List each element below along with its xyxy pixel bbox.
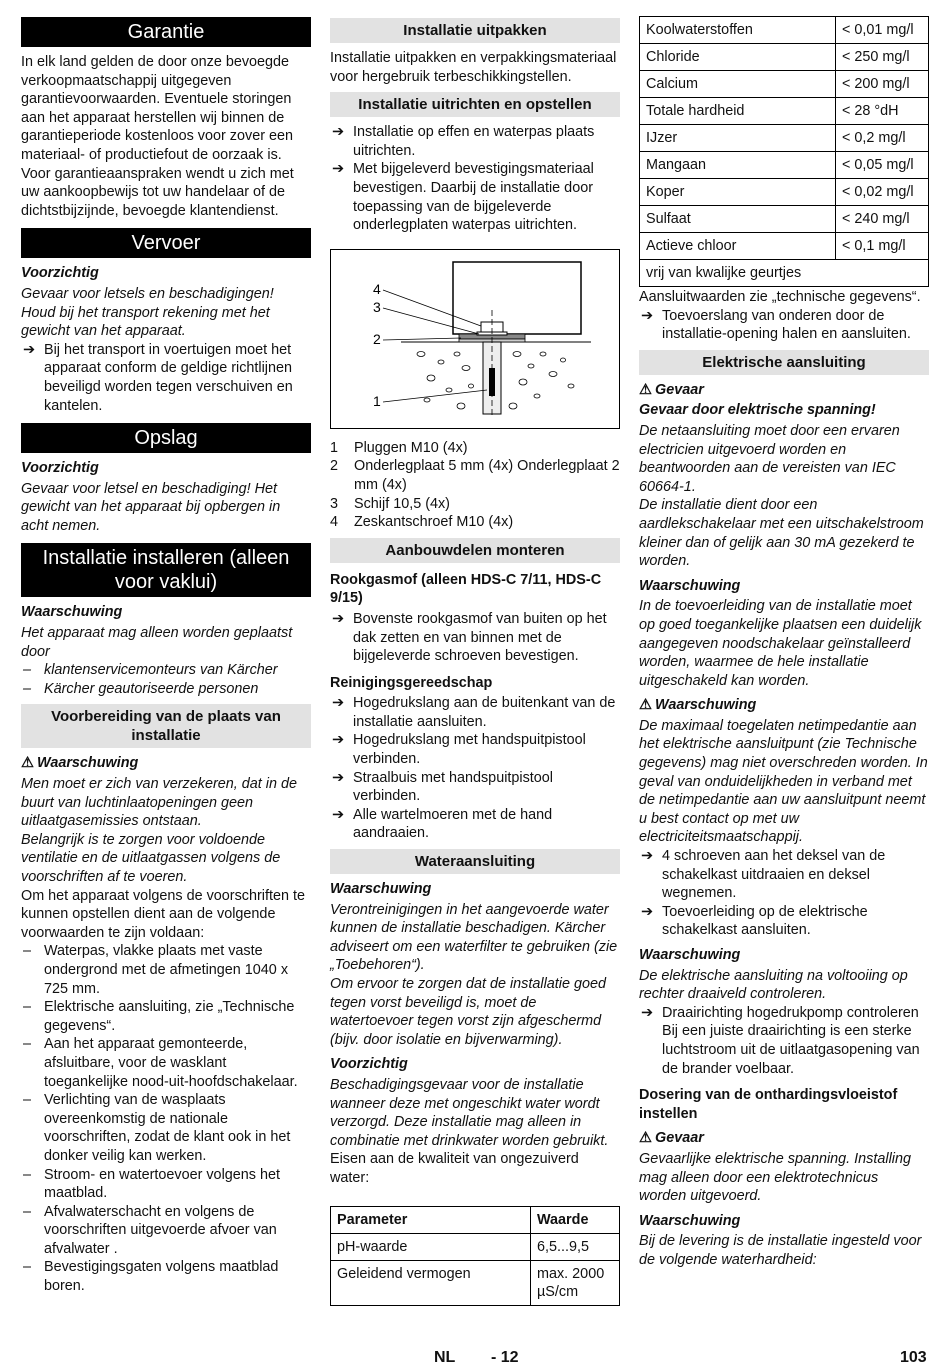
column-1	[21, 17, 311, 1296]
arrow-icon: ➔	[641, 903, 654, 920]
caption-item: 1 Pluggen M10 (4x)	[330, 439, 468, 456]
warn3-label: Waarschuwing	[639, 947, 741, 963]
aansluit-text: Aansluitwaarden zie „technische gegevens“.	[639, 289, 921, 305]
table-cell: Koolwaterstoffen	[640, 17, 836, 44]
warn4-label: Waarschuwing	[639, 1212, 741, 1229]
section-title-elektrisch: Elektrische aansluiting	[639, 350, 929, 375]
water-warning-label: Waarschuwing	[330, 881, 432, 898]
warn2-text: De maximaal toegelaten netimpedantie aan het elektrische aansluitpunt (zie Technische gegevens) mag niet overschreden worden. In geval van onduidelijkheden in verband met de netimpedantie aan uw aansluitpunt neemt u best contact op met uw electriciteitsmaatschappij.	[639, 717, 928, 846]
aansluit-bullet: ➔ Toevoerslang van onderen door de installatie-opening halen en aansluiten.	[641, 307, 911, 343]
table-row	[640, 206, 929, 233]
gevaar-text-1: De netaansluiting moet door een ervaren electricien uitgevoerd worden en beantwoorden aan de vereisten van IEC 60664-1.	[639, 422, 900, 495]
table-cell: Actieve chloor	[640, 233, 836, 260]
table-cell: IJzer	[640, 125, 836, 152]
table-cell: < 0,2 mg/l	[836, 125, 929, 152]
list-item: – Afvalwaterschacht en volgens de voorschriften uitgevoerde afvoer van afvalwater .	[23, 1203, 277, 1257]
column-3	[639, 16, 929, 1270]
elek-bullet: ➔ 4 schroeven aan het deksel van de schakelkast uitdraaien en deksel wegnemen.	[641, 848, 886, 902]
footer-page-local: - 12	[491, 1349, 519, 1366]
arrow-icon: ➔	[332, 161, 345, 178]
dosering-title: Dosering van de onthardingsvloeistof instellen	[639, 1087, 898, 1122]
arrow-icon: ➔	[332, 769, 345, 786]
table-row	[640, 260, 929, 287]
figure-label: 2	[373, 330, 381, 347]
section-title-voorbereiding: Voorbereiding van de plaats van installatie	[21, 704, 311, 748]
water-warning-text-1: Verontreinigingen in het aangevoerde water kunnen de installatie beschadigen. Kärcher adviseert om een waterfilter te gebruiken (zie „Toebehoren“).	[330, 901, 618, 974]
table-cell: < 240 mg/l	[836, 206, 929, 233]
rookgas-title: Rookgasmof (alleen HDS-C 7/11, HDS-C 9/15)	[330, 571, 602, 607]
table-row	[640, 233, 929, 260]
list-item: – klantenservicemonteurs van Kärcher	[23, 662, 278, 679]
prep-warning-text-1: Men moet er zich van verzekeren, dat in de buurt van luchtinlaatopeningen geen uitlaatgasemissies ontstaan.	[21, 776, 297, 830]
gevaar2-text: Gevaarlijke elektrische spanning. Installing mag alleen door een elektrotechnicus worden uitgevoerd.	[639, 1150, 911, 1205]
opstellen-bullet: ➔ Met bijgeleverd bevestigingsmateriaal bevestigen. Daarbij de installatie door toepassing van de bijgeleverde onderlegplaten waterpas uitrichten.	[332, 161, 594, 234]
table-cell: Geleidend vermogen	[331, 1260, 531, 1305]
table-cell: < 0,02 mg/l	[836, 179, 929, 206]
prep-warning-text-2: Belangrijk is te zorgen voor voldoende ventilatie en de uitlaatgassen volgens de voorschriften af te voeren.	[21, 831, 281, 885]
reinig-bullet: ➔ Hogedrukslang aan de buitenkant van de installatie aansluiten.	[332, 695, 616, 730]
reinig-bullet: ➔ Alle wartelmoeren met de hand aandraaien.	[332, 806, 553, 842]
list-item: – Stroom- en watertoevoer volgens het maatblad.	[23, 1166, 280, 1202]
opstellen-bullet: ➔ Installatie op effen en waterpas plaats uitrichten.	[332, 124, 595, 159]
warn3-bullet: ➔ Draairichting hogedrukpomp controleren Bij een juiste draairichting is een sterke luchtstroom uit de uitlaatgasopening van de brander voelbaar.	[641, 1004, 920, 1077]
install-warning-text: Het apparaat mag alleen worden geplaatst door	[21, 625, 293, 660]
gevaar-label: ⚠ Gevaar	[639, 381, 704, 398]
reinig-title: Reinigingsgereedschap	[330, 674, 493, 691]
warning-triangle-icon: ⚠	[639, 1130, 652, 1147]
mounting-diagram	[331, 250, 619, 428]
caption-item: 2 Onderlegplaat 5 mm (4x) Onderlegplaat 2 mm (4x)	[330, 458, 620, 493]
water-quality-table	[330, 1206, 620, 1306]
prep-text: Om het apparaat volgens de voorschriften te kunnen opstellen dient aan de volgende voorwaarden te zijn voldaan:	[21, 887, 305, 941]
gevaar-text-2: De installatie dient door een aardlekschakelaar met een uitschakelstroom kleiner dan of gelijk aan 30 mA gezekerd te worden.	[639, 497, 924, 570]
section-title-garantie: Garantie	[21, 17, 311, 47]
list-item: – Elektrische aansluiting, zie „Technische gegevens“.	[23, 999, 295, 1034]
list-item: – Waterpas, vlakke plaats met vaste ondergrond met de afmetingen 1040 x 725 mm.	[23, 943, 289, 997]
footer-page-number: 103	[900, 1349, 927, 1366]
warning-triangle-icon: ⚠	[639, 697, 652, 714]
list-item: – Verlichting van de wasplaats overeenkomstig de nationale voorschriften, zodat de klant ook in het donker veilig kan werken.	[23, 1092, 291, 1164]
warn2-label: ⚠ Waarschuwing	[639, 697, 757, 714]
list-item: – Kärcher geautoriseerde personen	[23, 680, 259, 697]
warn1-label: Waarschuwing	[639, 577, 741, 594]
table-header-cell: Parameter	[331, 1206, 531, 1233]
elek-bullet: ➔ Toevoerleiding op de elektrische schakelkast aansluiten.	[641, 903, 868, 939]
list-item: – Aan het apparaat gemonteerde, afsluitbare, voor de wasklant toegankelijke nood-uit-hoofdschakelaar.	[23, 1036, 298, 1090]
arrow-icon: ➔	[332, 806, 345, 823]
figure-label: 3	[373, 298, 381, 315]
warn3-text: De elektrische aansluiting na voltooiing op rechter draaiveld controleren.	[639, 967, 908, 1003]
table-row	[640, 179, 929, 206]
water-req-text: Eisen aan de kwaliteit van ongezuiverd water:	[330, 1151, 579, 1186]
section-title-installatie: Installatie installeren (alleen voor vaklui)	[21, 543, 311, 597]
table-cell: max. 2000 µS/cm	[531, 1260, 620, 1305]
garantie-text: In elk land gelden de door onze bevoegde verkoopmaatschappij uitgegeven garantievoorwaarden. Eventuele storingen aan het apparaat herstellen wij binnen de garantieperiode kostenloos voor zover een materiaal- of productiefout de oorzaak is. Voor garantieaanspraken wendt u zich met uw aankoopbewijs tot uw handelaar of de dichtstbijzijnde, bevoegde klantendienst.	[21, 54, 294, 219]
arrow-icon: ➔	[332, 124, 345, 141]
water-caution-label: Voorzichtig	[330, 1056, 408, 1073]
table-cell: Koper	[640, 179, 836, 206]
table-cell: < 28 °dH	[836, 98, 929, 125]
arrow-icon: ➔	[641, 848, 654, 865]
vervoer-bullet: ➔ Bij het transport in voertuigen moet het apparaat conform de geldige richtlijnen beveiligd worden tegen verschuiven en kantelen.	[23, 341, 293, 414]
arrow-icon: ➔	[332, 610, 345, 627]
section-title-aanbouwdelen: Aanbouwdelen monteren	[330, 538, 620, 563]
warning-triangle-icon: ⚠	[639, 381, 652, 398]
figure-label: 4	[373, 280, 381, 297]
rookgas-bullet: ➔ Bovenste rookgasmof van buiten op het dak zetten en van binnen met de bijgeleverde schroeven bevestigen.	[332, 610, 607, 665]
table-cell: < 0,1 mg/l	[836, 233, 929, 260]
opslag-caution-label: Voorzichtig	[21, 460, 99, 477]
table-header-cell: Waarde	[531, 1206, 620, 1233]
arrow-icon: ➔	[641, 1004, 654, 1021]
water-limits-table	[639, 16, 929, 287]
opslag-caution-text: Gevaar voor letsel en beschadiging! Het gewicht van het apparaat bij opbergen in acht nemen.	[21, 480, 281, 534]
vervoer-caution-text: Gevaar voor letsels en beschadigingen! Houd bij het transport rekening met het gewicht van het apparaat.	[21, 285, 274, 340]
caption-item: 3 Schijf 10,5 (4x)	[330, 495, 450, 512]
table-cell: Mangaan	[640, 152, 836, 179]
table-row	[640, 152, 929, 179]
section-title-wateraansluiting: Wateraansluiting	[330, 849, 620, 874]
list-item: – Bevestigingsgaten volgens maatblad boren.	[23, 1259, 279, 1295]
figure-label: 1	[373, 392, 381, 409]
table-row	[331, 1260, 620, 1305]
table-cell: < 250 mg/l	[836, 44, 929, 71]
warn4-text: Bij de levering is de installatie ingesteld voor de volgende waterhardheid:	[639, 1233, 922, 1268]
table-row	[640, 44, 929, 71]
table-cell: < 0,05 mg/l	[836, 152, 929, 179]
section-title-opstellen: Installatie uitrichten en opstellen	[330, 92, 620, 117]
table-cell: Totale hardheid	[640, 98, 836, 125]
vervoer-caution-label: Voorzichtig	[21, 265, 99, 282]
install-warning-label: Waarschuwing	[21, 604, 123, 621]
table-row	[640, 125, 929, 152]
caption-item: 4 Zeskantschroef M10 (4x)	[330, 514, 514, 531]
column-2	[330, 17, 620, 1306]
arrow-icon: ➔	[23, 341, 36, 358]
table-cell: vrij van kwalijke geurtjes	[640, 260, 929, 287]
footer-language: NL	[434, 1349, 456, 1366]
table-cell: pH-waarde	[331, 1233, 531, 1260]
section-title-opslag: Opslag	[21, 423, 311, 453]
arrow-icon: ➔	[641, 307, 654, 324]
water-warning-text-2: Om ervoor te zorgen dat de installatie goed tegen vorst beveiligd is, moet de watertoevoer tegen vorst zijn afgeschermd (bijv. door isolatie en bijverwarming).	[330, 976, 606, 1048]
prep-warning-label: ⚠ Waarschuwing	[21, 755, 139, 772]
table-row	[640, 98, 929, 125]
arrow-icon: ➔	[332, 695, 345, 712]
section-title-uitpakken: Installatie uitpakken	[330, 18, 620, 43]
table-cell: Sulfaat	[640, 206, 836, 233]
water-caution-text: Beschadigingsgevaar voor de installatie wanneer deze met ongeschikt water wordt verzorgd. Deze installatie mag alleen in combinatie met drinkwater worden gebruikt.	[330, 1076, 609, 1149]
warn1-text: In de toevoerleiding van de installatie moet op goed toegankelijke plaatsen een duidelijk aangegeven noodschakelaar geïnstalleerd worden, waarmee de hele installatie uitgeschakeld kan worden.	[639, 598, 922, 689]
table-row	[331, 1233, 620, 1260]
table-row	[640, 17, 929, 44]
arrow-icon: ➔	[332, 732, 345, 749]
table-cell: 6,5...9,5	[531, 1233, 620, 1260]
table-row	[640, 71, 929, 98]
table-cell: < 200 mg/l	[836, 71, 929, 98]
reinig-bullet: ➔ Straalbuis met handspuitpistool verbinden.	[332, 769, 553, 805]
table-cell: Calcium	[640, 71, 836, 98]
table-cell: < 0,01 mg/l	[836, 17, 929, 44]
warning-triangle-icon: ⚠	[21, 755, 34, 772]
mounting-figure	[330, 249, 620, 429]
gevaar2-label: ⚠ Gevaar	[639, 1130, 704, 1147]
reinig-bullet: ➔ Hogedrukslang met handspuitpistool verbinden.	[332, 732, 586, 768]
uitpakken-text: Installatie uitpakken en verpakkingsmateriaal voor hergebruik terbeschikkingstellen.	[330, 50, 617, 85]
gevaar-heading: Gevaar door elektrische spanning!	[639, 402, 876, 419]
table-header-row	[331, 1206, 620, 1233]
table-cell: Chloride	[640, 44, 836, 71]
section-title-vervoer: Vervoer	[21, 228, 311, 258]
